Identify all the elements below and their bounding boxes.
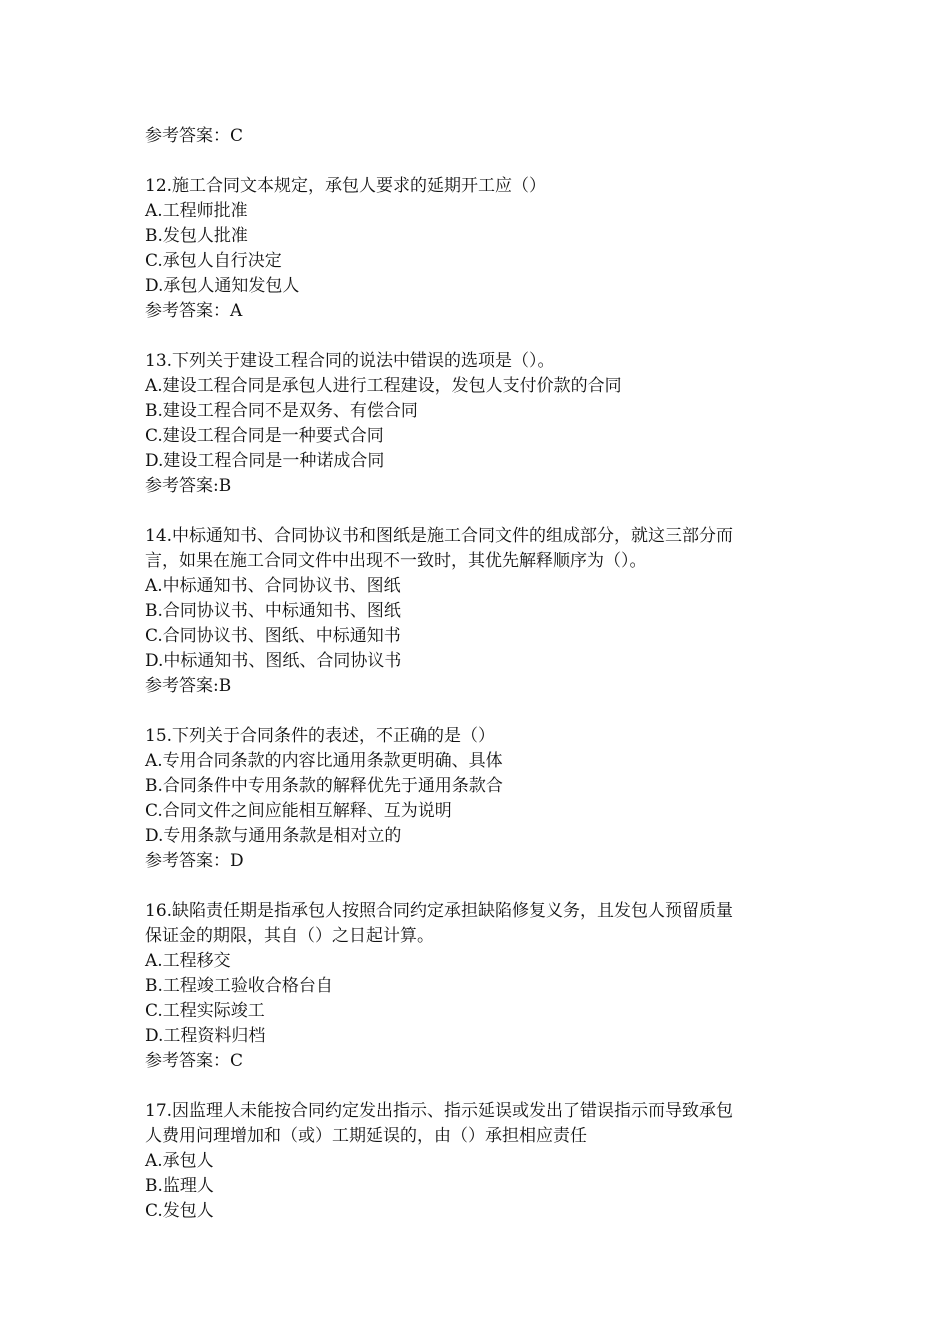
spacer bbox=[145, 324, 815, 349]
reference-answer: 参考答案：D bbox=[145, 851, 244, 871]
answer-option: D.专用条款与通用条款是相对立的 bbox=[145, 826, 402, 846]
answer-option: B.建设工程合同不是双务、有偿合同 bbox=[145, 401, 418, 421]
answer-option: C.工程实际竣工 bbox=[145, 1001, 265, 1021]
answer-option: D.建设工程合同是一种诺成合同 bbox=[145, 451, 385, 471]
spacer bbox=[145, 149, 815, 174]
question-text: 12.施工合同文本规定，承包人要求的延期开工应（） bbox=[145, 176, 547, 196]
spacer bbox=[145, 499, 815, 524]
answer-option: A.建设工程合同是承包人进行工程建设，发包人支付价款的合同 bbox=[145, 376, 622, 396]
answer-option: C.合同文件之间应能相互解释、互为说明 bbox=[145, 801, 452, 821]
answer-option: A.承包人 bbox=[145, 1151, 214, 1171]
answer-option: D.承包人通知发包人 bbox=[145, 276, 300, 296]
spacer bbox=[145, 1074, 815, 1099]
question-text: 14.中标通知书、合同协议书和图纸是施工合同文件的组成部分，就这三部分而 bbox=[145, 526, 734, 546]
answer-option: A.工程移交 bbox=[145, 951, 231, 971]
spacer bbox=[145, 874, 815, 899]
answer-option: A.中标通知书、合同协议书、图纸 bbox=[145, 576, 401, 596]
answer-option: C.合同协议书、图纸、中标通知书 bbox=[145, 626, 401, 646]
reference-answer: 参考答案：A bbox=[145, 301, 243, 321]
spacer bbox=[145, 699, 815, 724]
reference-answer: 参考答案：C bbox=[145, 1051, 244, 1071]
answer-option: C.承包人自行决定 bbox=[145, 251, 282, 271]
answer-option: A.专用合同条款的内容比通用条款更明确、具体 bbox=[145, 751, 503, 771]
question-text: 13.下列关于建设工程合同的说法中错误的选项是（）。 bbox=[145, 351, 555, 371]
document-page bbox=[145, 124, 815, 1224]
answer-option: D.工程资料归档 bbox=[145, 1026, 266, 1046]
question-text: 15.下列关于合同条件的表述，不正确的是（） bbox=[145, 726, 496, 746]
reference-answer: 参考答案:B bbox=[145, 476, 232, 496]
question-text: 保证金的期限，其自（）之日起计算。 bbox=[145, 926, 434, 946]
answer-option: C.建设工程合同是一种要式合同 bbox=[145, 426, 384, 446]
answer-option: D.中标通知书、图纸、合同协议书 bbox=[145, 651, 402, 671]
answer-option: C.发包人 bbox=[145, 1201, 214, 1221]
answer-option: A.工程师批准 bbox=[145, 201, 248, 221]
answer-option: B.发包人批准 bbox=[145, 226, 248, 246]
question-text: 16.缺陷责任期是指承包人按照合同约定承担缺陷修复义务，且发包人预留质量 bbox=[145, 901, 734, 921]
question-text: 人费用问理增加和（或）工期延误的，由（）承担相应责任 bbox=[145, 1126, 587, 1146]
answer-option: B.合同协议书、中标通知书、图纸 bbox=[145, 601, 401, 621]
answer-option: B.监理人 bbox=[145, 1176, 214, 1196]
reference-answer: 参考答案:B bbox=[145, 676, 232, 696]
reference-answer: 参考答案：C bbox=[145, 126, 244, 146]
answer-option: B.合同条件中专用条款的解释优先于通用条款合 bbox=[145, 776, 503, 796]
answer-option: B.工程竣工验收合格台自 bbox=[145, 976, 333, 996]
question-text: 言，如果在施工合同文件中出现不一致时，其优先解释顺序为（）。 bbox=[145, 551, 647, 571]
question-text: 17.因监理人未能按合同约定发出指示、指示延误或发出了错误指示而导致承包 bbox=[145, 1101, 734, 1121]
